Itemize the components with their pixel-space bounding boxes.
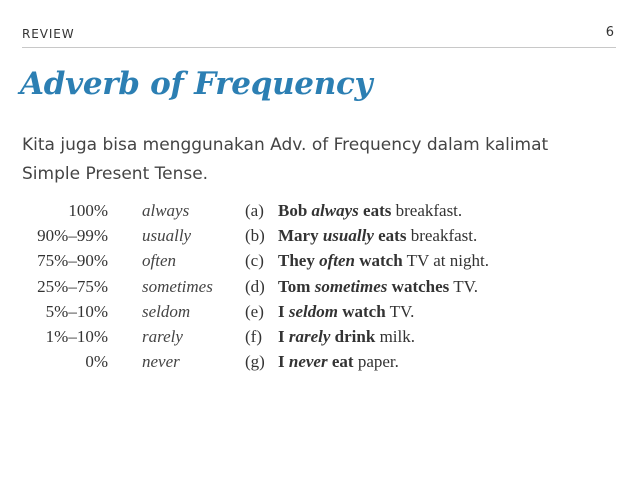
page-number: 6 bbox=[605, 25, 614, 40]
frequency-percent: 5%–10% bbox=[45, 301, 108, 321]
header-divider bbox=[22, 47, 616, 48]
sentence-segment: TV at night. bbox=[402, 251, 489, 271]
example-sentence bbox=[278, 302, 414, 322]
example-sentence bbox=[278, 277, 478, 297]
sentence-segment: seldom bbox=[288, 301, 338, 321]
sentence-segment: never bbox=[288, 352, 328, 372]
example-letter: (d) bbox=[245, 276, 265, 296]
example-letter: (g) bbox=[245, 352, 265, 372]
example-sentence bbox=[278, 352, 399, 372]
frequency-percent: 1%–10% bbox=[45, 327, 108, 346]
frequency-row bbox=[0, 251, 638, 276]
slide-title: Adverb of Frequency bbox=[20, 66, 373, 102]
frequency-percent: 25%–75% bbox=[37, 276, 108, 296]
sentence-segment: They bbox=[278, 251, 320, 271]
sentence-segment: Bob bbox=[278, 201, 312, 220]
example-letter: (e) bbox=[245, 301, 264, 321]
sentence-segment: eat bbox=[327, 352, 354, 372]
sentence-segment: often bbox=[319, 251, 355, 271]
frequency-row bbox=[0, 201, 638, 226]
example-sentence bbox=[278, 226, 477, 246]
sentence-segment: TV. bbox=[449, 276, 478, 296]
sentence-segment: watch bbox=[337, 301, 386, 321]
sentence-segment: drink bbox=[330, 327, 376, 346]
sentence-segment: always bbox=[311, 201, 359, 220]
frequency-row bbox=[0, 277, 638, 302]
example-letter: (c) bbox=[245, 251, 264, 271]
frequency-adverb: rarely bbox=[142, 327, 183, 346]
sentence-segment: eats bbox=[373, 226, 407, 246]
example-sentence bbox=[278, 327, 415, 347]
sentence-segment: I bbox=[278, 352, 289, 372]
sentence-segment: breakfast. bbox=[406, 226, 478, 246]
frequency-row bbox=[0, 226, 638, 251]
frequency-percent: 100% bbox=[68, 201, 108, 220]
sentence-segment: milk. bbox=[375, 327, 415, 346]
sentence-segment: sometimes bbox=[314, 276, 388, 296]
sentence-segment: I bbox=[278, 301, 289, 321]
frequency-adverb: always bbox=[142, 201, 190, 220]
frequency-adverb: often bbox=[142, 251, 176, 271]
sentence-segment: Tom bbox=[278, 276, 315, 296]
sentence-segment: watches bbox=[387, 276, 450, 296]
example-sentence bbox=[278, 251, 489, 271]
frequency-adverb: never bbox=[142, 352, 180, 372]
section-label: REVIEW bbox=[22, 27, 75, 41]
sentence-segment: TV. bbox=[385, 301, 415, 321]
sentence-segment: watch bbox=[354, 251, 403, 271]
frequency-adverb: sometimes bbox=[142, 276, 213, 296]
sentence-segment: Mary bbox=[278, 226, 323, 246]
sentence-segment: eats bbox=[358, 201, 392, 220]
sentence-segment: rarely bbox=[288, 327, 331, 346]
example-letter: (a) bbox=[245, 201, 264, 220]
frequency-table bbox=[0, 201, 638, 381]
sentence-segment: breakfast. bbox=[391, 201, 463, 220]
frequency-percent: 0% bbox=[85, 352, 108, 372]
sentence-segment: I bbox=[278, 327, 289, 346]
sentence-segment: paper. bbox=[353, 352, 399, 372]
example-sentence bbox=[278, 201, 462, 221]
frequency-percent: 90%–99% bbox=[37, 226, 108, 246]
example-letter: (b) bbox=[245, 226, 265, 246]
frequency-adverb: usually bbox=[142, 226, 192, 246]
frequency-adverb: seldom bbox=[142, 301, 191, 321]
frequency-row bbox=[0, 327, 638, 352]
frequency-percent: 75%–90% bbox=[37, 251, 108, 271]
frequency-row bbox=[0, 352, 638, 377]
sentence-segment: usually bbox=[322, 226, 374, 246]
intro-paragraph: Kita juga bisa menggunakan Adv. of Frequency dalam kalimat Simple Present Tense. bbox=[22, 135, 549, 184]
example-letter: (f) bbox=[245, 327, 262, 346]
frequency-row bbox=[0, 302, 638, 327]
